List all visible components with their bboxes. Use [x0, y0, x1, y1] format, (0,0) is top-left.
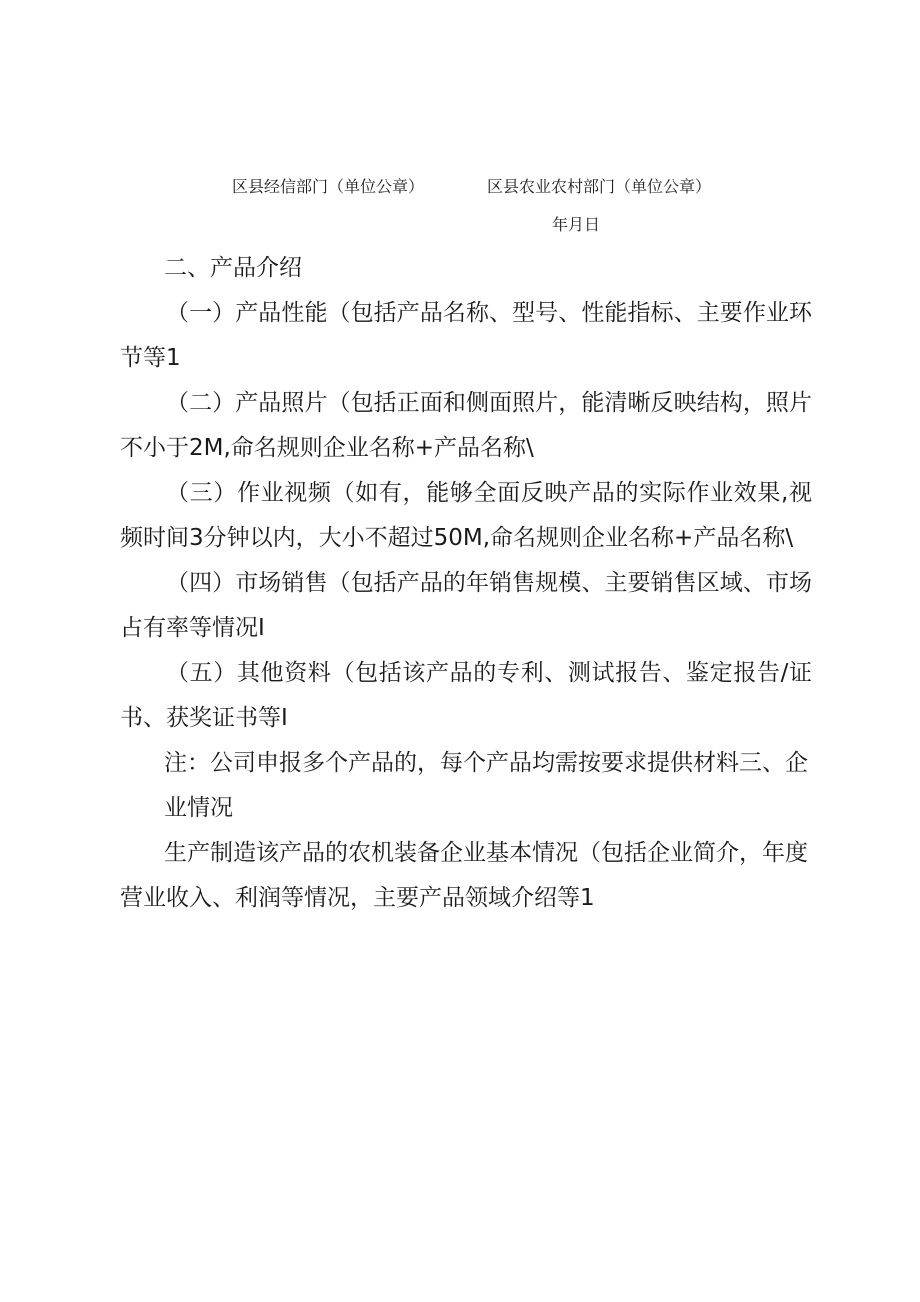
- section-heading-product-intro: 二、产品介绍: [164, 255, 302, 281]
- item-product-photos: （二）产品照片（包括正面和侧面照片，能清晰反映结构，照片不小于2M,命名规则企业名称+产品名称\: [120, 390, 812, 461]
- stamp-row: [0, 174, 920, 198]
- item-product-performance: （一）产品性能（包括产品名称、型号、性能指标、主要作业环节等1: [120, 300, 812, 371]
- note-line-2: 业情况: [164, 795, 233, 821]
- company-info-paragraph: 生产制造该产品的农机装备企业基本情况（包括企业简介，年度营业收入、利润等情况，主要产品领域介绍等1: [120, 840, 808, 911]
- document-body: [120, 246, 812, 921]
- item-market-sales: （四）市场销售（包括产品的年销售规模、主要销售区域、市场占有率等情况I: [120, 570, 812, 641]
- agriculture-dept-stamp-label: 区县农业农村部门（单位公章）: [487, 177, 712, 196]
- item-other-materials: （五）其他资料（包括该产品的专利、测试报告、鉴定报告/证书、获奖证书等I: [120, 660, 812, 731]
- note-line-1: 注：公司申报多个产品的，每个产品均需按要求提供材料三、企: [164, 750, 808, 776]
- item-operation-video: （三）作业视频（如有，能够全面反映产品的实际作业效果,视频时间3分钟以内，大小不超过50M,命名规则企业名称+产品名称\: [120, 480, 812, 551]
- date-label: 年月日: [552, 215, 601, 234]
- economic-dept-stamp-label: 区县经信部门（单位公章）: [232, 177, 425, 196]
